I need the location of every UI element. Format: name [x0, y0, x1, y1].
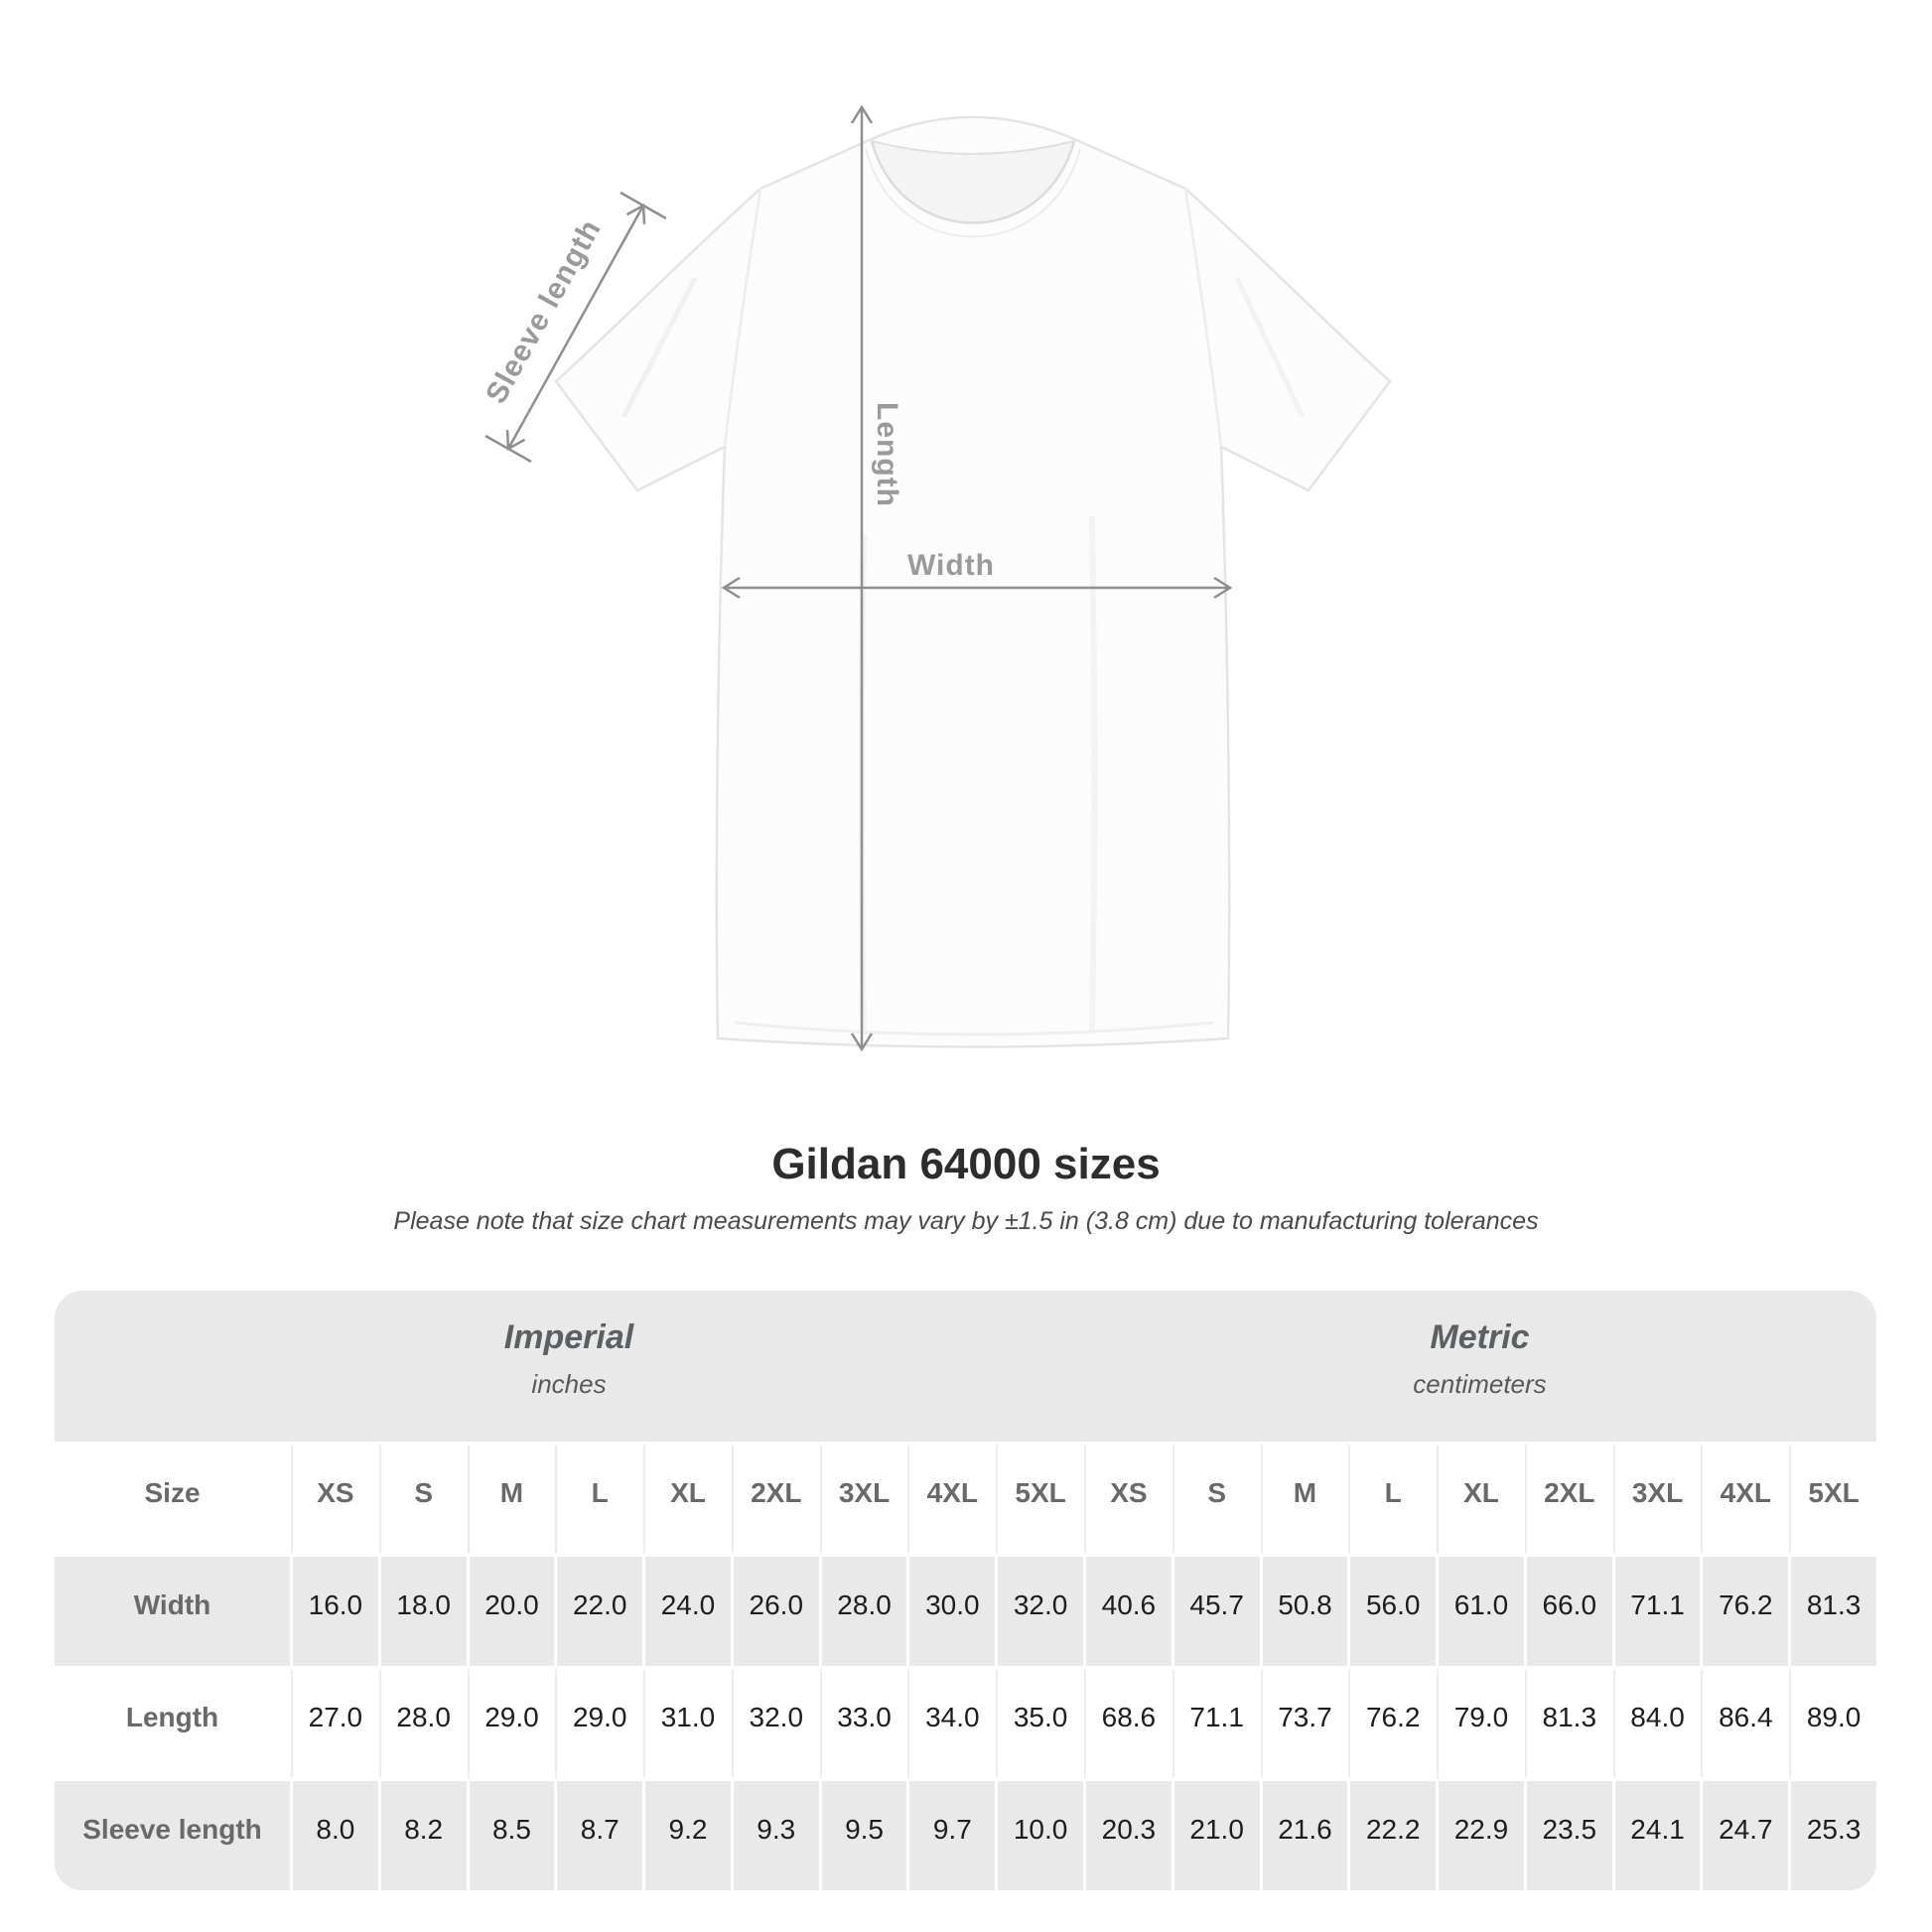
measurement-cell-imperial: 35.0	[998, 1669, 1083, 1778]
measurement-cell-metric: 40.6	[1086, 1557, 1172, 1666]
size-col-header-imperial: 2XL	[734, 1445, 819, 1554]
measurement-cell-imperial: 8.2	[381, 1781, 467, 1890]
measurement-cell-imperial: 10.0	[998, 1781, 1083, 1890]
measurement-cell-imperial: 28.0	[381, 1669, 467, 1778]
measurement-cell-metric: 23.5	[1527, 1781, 1612, 1890]
measurement-cell-metric: 68.6	[1086, 1669, 1172, 1778]
measurement-cell-imperial: 18.0	[381, 1557, 467, 1666]
measurement-cell-imperial: 8.0	[293, 1781, 378, 1890]
size-col-header-metric: S	[1174, 1445, 1260, 1554]
size-col-header-metric: 2XL	[1527, 1445, 1612, 1554]
size-col-header-metric: 3XL	[1615, 1445, 1701, 1554]
sleeve-length-label: Sleeve length	[480, 213, 609, 410]
imperial-unit: inches	[531, 1369, 607, 1399]
measurement-cell-imperial: 34.0	[909, 1669, 995, 1778]
page-title: Gildan 64000 sizes	[771, 1140, 1161, 1188]
measurement-cell-metric: 24.1	[1615, 1781, 1701, 1890]
measurement-cell-imperial: 28.0	[822, 1557, 907, 1666]
size-col-header-imperial: XL	[645, 1445, 731, 1554]
row-label: Sleeve length	[55, 1781, 290, 1890]
measurement-cell-imperial: 24.0	[645, 1557, 731, 1666]
measurement-cell-imperial: 32.0	[734, 1669, 819, 1778]
measurement-cell-metric: 89.0	[1791, 1669, 1876, 1778]
measurement-cell-metric: 50.8	[1263, 1557, 1348, 1666]
size-col-header-metric: XS	[1086, 1445, 1172, 1554]
measurement-cell-metric: 22.9	[1439, 1781, 1524, 1890]
measurement-cell-imperial: 8.7	[557, 1781, 642, 1890]
measurement-cell-metric: 20.3	[1086, 1781, 1172, 1890]
sleeve-length-tick-top	[621, 193, 666, 218]
metric-unit: centimeters	[1413, 1369, 1547, 1399]
size-col-header-imperial: 4XL	[909, 1445, 995, 1554]
measurement-cell-imperial: 22.0	[557, 1557, 642, 1666]
measurement-cell-metric: 81.3	[1791, 1557, 1876, 1666]
measurement-cell-metric: 79.0	[1439, 1669, 1524, 1778]
measurement-cell-imperial: 8.5	[470, 1781, 555, 1890]
size-col-header-metric: L	[1350, 1445, 1436, 1554]
width-label: Width	[906, 549, 996, 582]
measurement-cell-metric: 21.6	[1263, 1781, 1348, 1890]
measurement-cell-metric: 24.7	[1703, 1781, 1788, 1890]
measurement-cell-imperial: 16.0	[293, 1557, 378, 1666]
measurement-cell-metric: 66.0	[1527, 1557, 1612, 1666]
size-col-header-metric: XL	[1439, 1445, 1524, 1554]
size-col-header-metric: M	[1263, 1445, 1348, 1554]
size-col-header-metric: 4XL	[1703, 1445, 1788, 1554]
measurement-cell-imperial: 9.2	[645, 1781, 731, 1890]
measurement-cell-metric: 56.0	[1350, 1557, 1436, 1666]
size-col-header-imperial: M	[470, 1445, 555, 1554]
tolerance-note: Please note that size chart measurements may vary by ±1.5 in (3.8 cm) due to manufacturing tolerances	[393, 1207, 1539, 1235]
size-col-header-imperial: L	[557, 1445, 642, 1554]
measurement-cell-metric: 86.4	[1703, 1669, 1788, 1778]
measurement-cell-imperial: 9.7	[909, 1781, 995, 1890]
measurement-cell-metric: 76.2	[1703, 1557, 1788, 1666]
measurement-cell-metric: 71.1	[1174, 1669, 1260, 1778]
measurement-cell-imperial: 31.0	[645, 1669, 731, 1778]
size-table	[55, 1291, 1876, 1890]
measurement-cell-metric: 71.1	[1615, 1557, 1701, 1666]
size-col-header-imperial: 3XL	[822, 1445, 907, 1554]
measurement-cell-metric: 73.7	[1263, 1669, 1348, 1778]
measurement-cell-metric: 81.3	[1527, 1669, 1612, 1778]
length-label: Length	[871, 402, 903, 507]
metric-group-header	[1083, 1291, 1876, 1442]
imperial-title: Imperial	[503, 1318, 634, 1356]
size-col-header-metric: 5XL	[1791, 1445, 1876, 1554]
measurement-cell-imperial: 30.0	[909, 1557, 995, 1666]
sleeve-length-tick-bottom	[485, 436, 531, 462]
measurement-cell-imperial: 20.0	[470, 1557, 555, 1666]
measurement-cell-imperial: 9.3	[734, 1781, 819, 1890]
measurement-cell-imperial: 33.0	[822, 1669, 907, 1778]
measurement-cell-metric: 22.2	[1350, 1781, 1436, 1890]
measurement-cell-imperial: 26.0	[734, 1557, 819, 1666]
measurement-cell-imperial: 32.0	[998, 1557, 1083, 1666]
size-corner-header: Size	[55, 1445, 290, 1554]
measurement-cell-metric: 84.0	[1615, 1669, 1701, 1778]
row-label: Length	[55, 1669, 290, 1778]
imperial-group-header	[55, 1291, 1083, 1442]
size-col-header-imperial: XS	[293, 1445, 378, 1554]
measurement-cell-imperial: 29.0	[470, 1669, 555, 1778]
measurement-cell-metric: 61.0	[1439, 1557, 1524, 1666]
measurement-cell-metric: 45.7	[1174, 1557, 1260, 1666]
size-table-grid	[55, 1445, 1876, 1890]
size-col-header-imperial: S	[381, 1445, 467, 1554]
size-col-header-imperial: 5XL	[998, 1445, 1083, 1554]
metric-title: Metric	[1430, 1318, 1530, 1356]
measurement-cell-imperial: 27.0	[293, 1669, 378, 1778]
row-label: Width	[55, 1557, 290, 1666]
measurement-cell-imperial: 29.0	[557, 1669, 642, 1778]
measurement-cell-metric: 25.3	[1791, 1781, 1876, 1890]
measurement-cell-metric: 21.0	[1174, 1781, 1260, 1890]
measurement-cell-metric: 76.2	[1350, 1669, 1436, 1778]
measurement-cell-imperial: 9.5	[822, 1781, 907, 1890]
unit-band	[55, 1291, 1876, 1442]
